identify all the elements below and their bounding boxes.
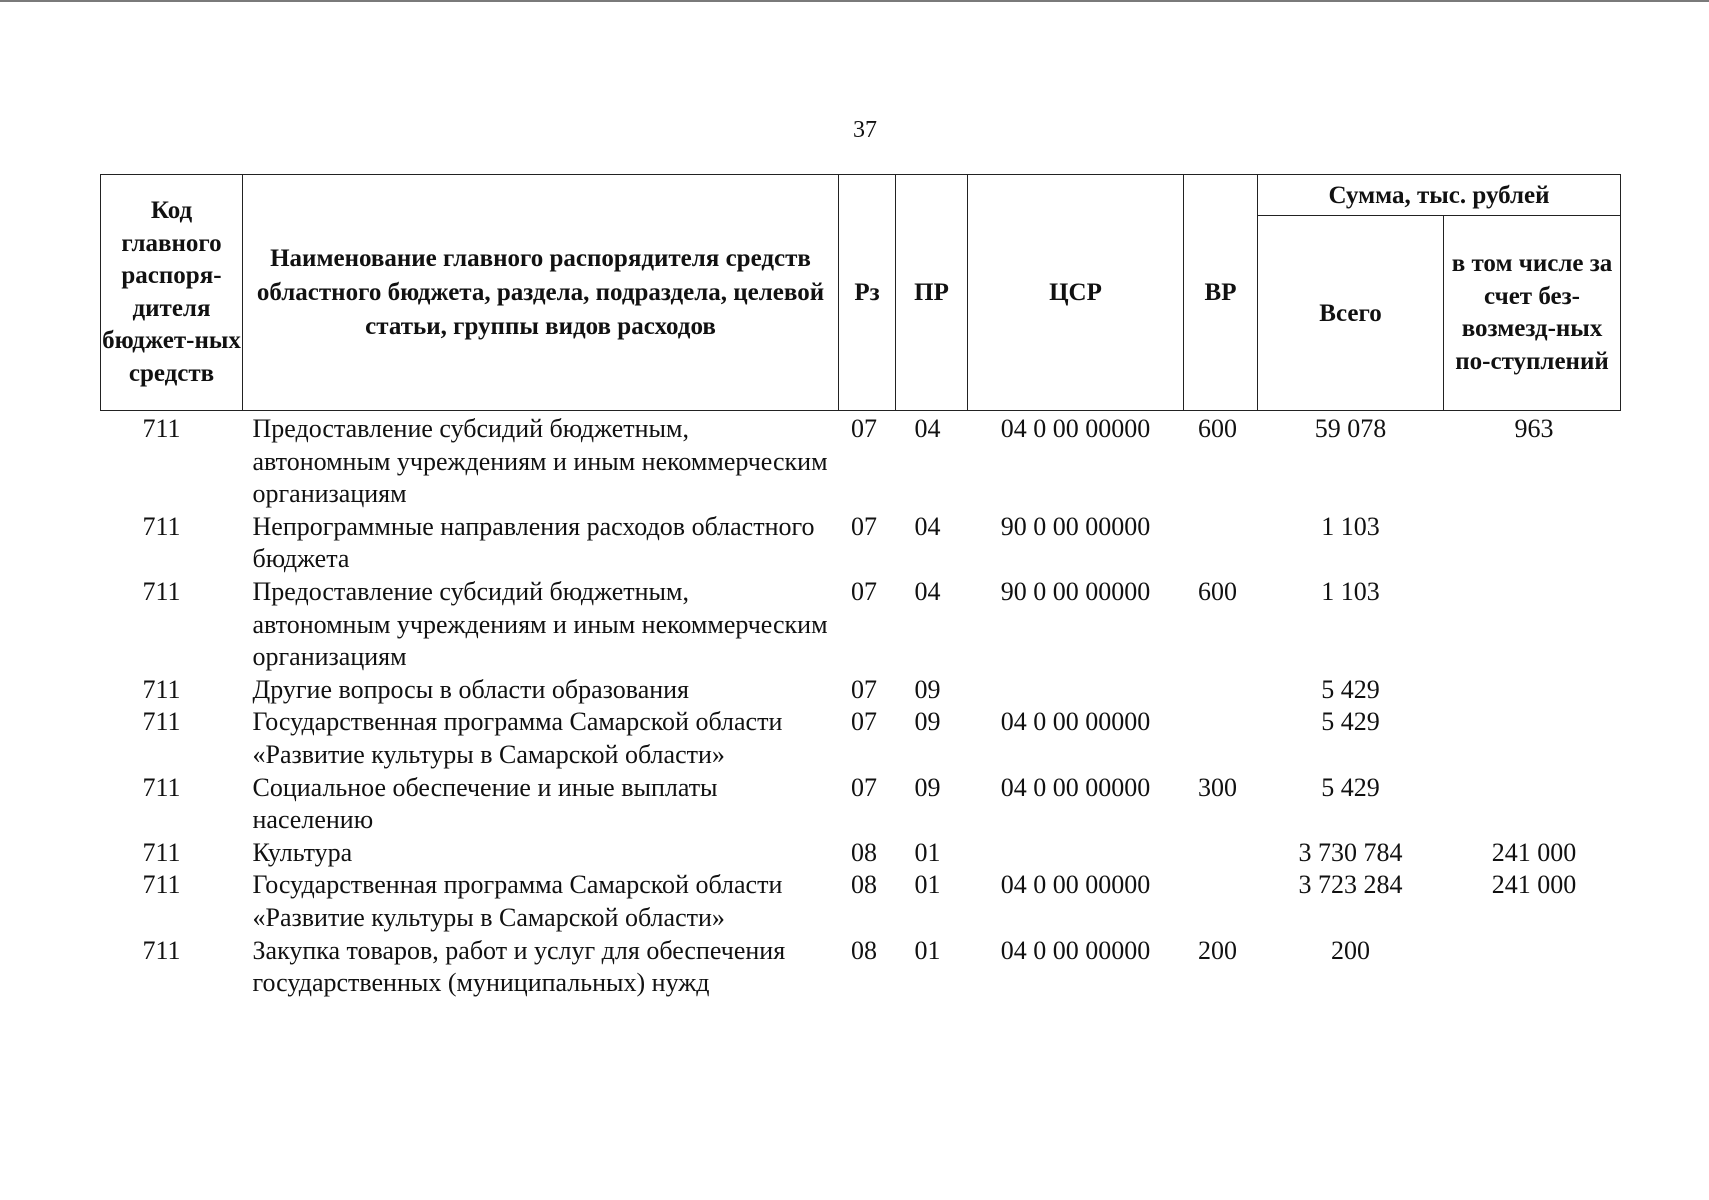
cell-total: 1 103 [1321,576,1380,606]
page-number: 37 [853,117,877,143]
page-top-edge [0,0,1709,2]
header-sum: Сумма, тыс. рублей [1258,175,1621,216]
cell-csr [968,674,1184,707]
cell-rz: 07 [851,511,877,541]
table-row [101,837,1621,870]
budget-table [100,174,1621,1000]
cell-vr: 200 [1198,935,1237,965]
cell-free: 963 [1514,414,1554,443]
cell-free [1444,706,1621,771]
cell-code: 711 [142,935,181,965]
cell-code: 711 [142,414,181,443]
cell-vr: 600 [1198,576,1237,606]
cell-code: 711 [142,837,181,867]
cell-name: Непрограммные направления расходов областного бюджета [252,511,815,574]
cell-total: 3 723 284 [1298,870,1403,900]
cell-rz: 08 [851,870,877,900]
cell-total: 5 429 [1321,674,1380,704]
cell-free [1444,674,1621,707]
cell-csr: 04 0 00 00000 [1000,414,1151,443]
cell-code: 711 [142,772,181,802]
header-csr: ЦСР [968,175,1184,411]
header-total: Всего [1258,216,1444,411]
cell-rz: 07 [851,772,877,802]
cell-free [1444,576,1621,674]
cell-total: 5 429 [1321,772,1380,802]
cell-rz: 07 [851,576,877,606]
header-name: Наименование главного распорядителя средств областного бюджета, раздела, подраздела, целевой статьи, группы видов расходов [243,175,839,411]
cell-csr: 04 0 00 00000 [1000,707,1151,737]
cell-name: Культура [252,837,353,867]
cell-free: 241 000 [1491,837,1577,867]
cell-pr: 01 [914,870,941,900]
header-free: в том числе за счет без-возмезд-ных по-ступлений [1444,216,1621,411]
cell-vr: 300 [1198,772,1237,802]
cell-csr: 90 0 00 00000 [1000,576,1151,606]
cell-total: 200 [1331,935,1370,965]
cell-vr [1184,674,1258,707]
cell-name: Другие вопросы в области образования [252,674,690,704]
cell-vr [1184,837,1258,870]
table-row [101,674,1621,707]
cell-free [1444,511,1621,576]
cell-name: Предоставление субсидий бюджетным, автономным учреждениям и иным некоммерческим организациям [252,576,828,672]
cell-csr: 04 0 00 00000 [1000,772,1151,802]
table-row [101,576,1621,674]
table-row [101,869,1621,934]
header-code: Код главного распоря-дителя бюджет-ных средств [101,175,243,411]
cell-rz: 08 [851,935,877,965]
cell-free: 241 000 [1491,870,1577,900]
cell-name: Предоставление субсидий бюджетным, автономным учреждениям и иным некоммерческим организациям [252,414,828,509]
cell-name: Социальное обеспечение и иные выплаты населению [252,772,718,835]
cell-pr: 01 [914,837,941,867]
cell-total: 59 078 [1314,414,1387,443]
cell-total: 5 429 [1321,707,1380,737]
table-row [101,411,1621,511]
cell-vr [1184,511,1258,576]
cell-pr: 01 [914,935,941,965]
table-header [101,175,1621,411]
table-row [101,706,1621,771]
cell-code: 711 [142,707,181,737]
cell-rz: 07 [851,414,877,443]
header-vr: ВР [1184,175,1258,411]
cell-name: Закупка товаров, работ и услуг для обеспечения государственных (муниципальных) нужд [252,935,786,998]
cell-code: 711 [142,870,181,900]
cell-free [1444,935,1621,1000]
cell-pr: 09 [914,707,941,737]
cell-csr: 04 0 00 00000 [1000,935,1151,965]
cell-name: Государственная программа Самарской области «Развитие культуры в Самарской области» [252,707,783,769]
cell-pr: 04 [914,511,941,541]
cell-vr [1184,706,1258,771]
cell-name: Государственная программа Самарской области «Развитие культуры в Самарской области» [252,870,783,932]
header-pr: ПР [896,175,968,411]
cell-total: 1 103 [1321,511,1380,541]
cell-pr: 09 [914,674,941,704]
table-row [101,935,1621,1000]
cell-free [1444,772,1621,837]
table-row [101,772,1621,837]
cell-code: 711 [142,576,181,606]
cell-rz: 08 [851,837,877,867]
cell-csr: 04 0 00 00000 [1000,870,1151,900]
cell-vr [1184,869,1258,934]
cell-code: 711 [142,511,181,541]
cell-code: 711 [142,674,181,704]
table-body [101,411,1621,1000]
cell-rz: 07 [851,674,877,704]
cell-total: 3 730 784 [1298,837,1403,867]
cell-vr: 600 [1198,414,1237,443]
cell-csr [968,837,1184,870]
cell-rz: 07 [851,707,877,737]
cell-pr: 04 [914,576,941,606]
table-row [101,511,1621,576]
cell-pr: 09 [914,772,941,802]
header-rz: Рз [839,175,896,411]
cell-pr: 04 [914,414,941,443]
cell-csr: 90 0 00 00000 [1000,511,1151,541]
